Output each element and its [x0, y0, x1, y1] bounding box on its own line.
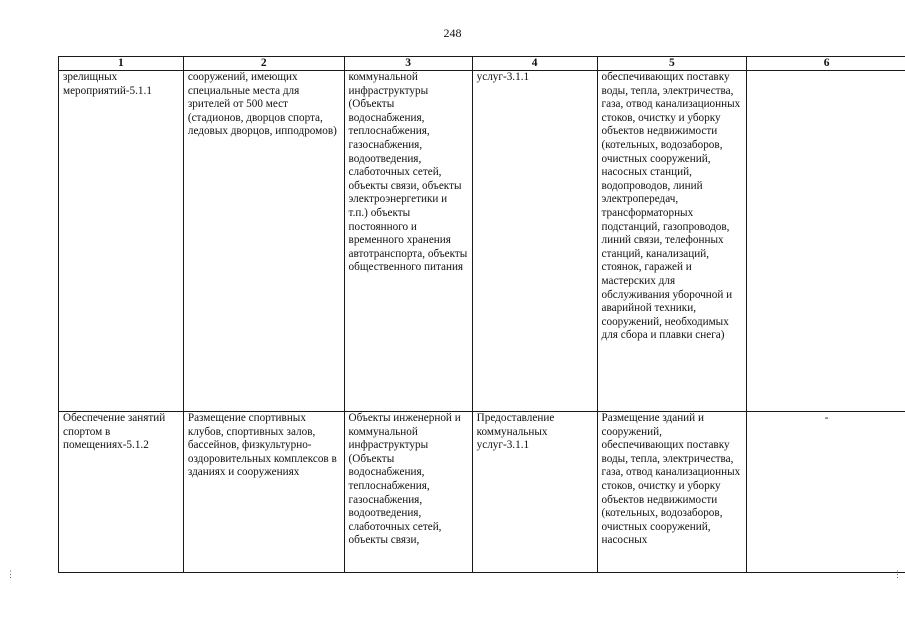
table-cell-conditional-use: Предоставление коммунальных услуг-3.1.1: [472, 412, 597, 573]
column-header-5: 5: [597, 57, 747, 71]
table-cell-conditional-use: услуг-3.1.1: [472, 71, 597, 412]
table-cell-use-description: Размещение спортивных клубов, спортивных залов, бассейнов, физкультурно-оздоровительных комплексов в зданиях и сооружениях: [183, 412, 344, 573]
regulation-table: [58, 56, 905, 573]
column-header-2: 2: [183, 57, 344, 71]
column-header-1: 1: [59, 57, 184, 71]
table-cell-notes: [747, 71, 905, 412]
table-cell-use-name: Обеспечение занятий спортом в помещениях-5.1.2: [59, 412, 184, 573]
table-row: [59, 71, 905, 412]
column-header-3: 3: [344, 57, 472, 71]
header-row: [59, 57, 905, 71]
scan-margin-mark: ⋮: [6, 569, 15, 579]
table-cell-auxiliary-objects: Объекты инженерной и коммунальной инфраструктуры (Объекты водоснабжения, теплоснабжения, газоснабжения, водоотведения, слаботочных сетей, объекты связи,: [344, 412, 472, 573]
table-cell-notes: -: [747, 412, 905, 573]
table-cell-use-description: сооружений, имеющих специальные места для зрителей от 500 мест (стадионов, дворцов спорта, ледовых дворцов, ипподромов): [183, 71, 344, 412]
table-cell-auxiliary-objects: коммунальной инфраструктуры (Объекты водоснабжения, теплоснабжения, газоснабжения, водоотведения, слаботочных сетей, объекты связи, объекты электроэнергетики и т.п.) объекты постоянного и временного хранения автотранспорта, объекты общественного питания: [344, 71, 472, 412]
table-row: [59, 412, 905, 573]
table-cell-conditional-description: Размещение зданий и сооружений, обеспечивающих поставку воды, тепла, электричества, газа, отвод канализационных стоков, очистку и уборку объектов недвижимости (котельных, водозаборов, очистных сооружений, насосных: [597, 412, 747, 573]
column-header-6: 6: [747, 57, 905, 71]
table-cell-conditional-description: обеспечивающих поставку воды, тепла, электричества, газа, отвод канализационных стоков, очистку и уборку объектов недвижимости (котельных, водозаборов, очистных сооружений, насосных станций, водопроводов, линий электропередач, трансформаторных подстанций, газопроводов, линий связи, телефонных станций, канализаций, стоянок, гаражей и мастерских для обслуживания уборочной и аварийной техники, сооружений, необходимых для сбора и плавки снега): [597, 71, 747, 412]
scan-margin-mark: ⋮: [893, 569, 902, 579]
table-cell-use-name: зрелищных мероприятий-5.1.1: [59, 71, 184, 412]
column-header-4: 4: [472, 57, 597, 71]
page-number: 248: [443, 26, 462, 40]
